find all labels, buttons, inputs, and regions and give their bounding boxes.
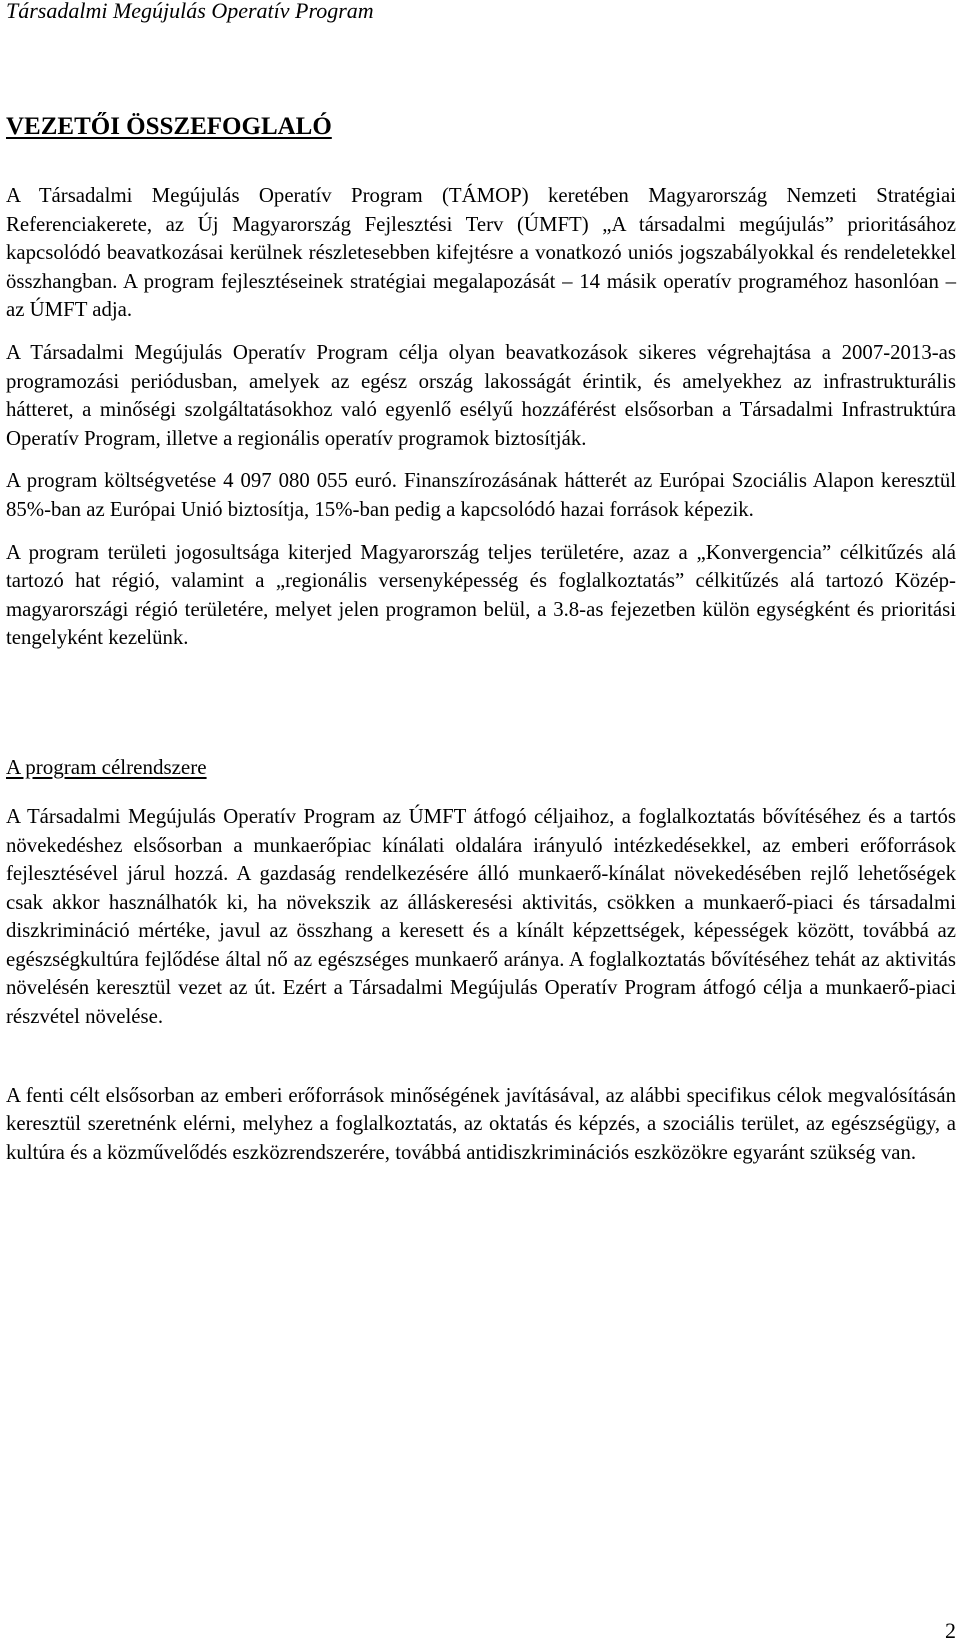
running-header: Társadalmi Megújulás Operatív Program	[6, 0, 374, 23]
summary-paragraph-2: A Társadalmi Megújulás Operatív Program célja olyan beavatkozások sikeres végrehajtása a 2007-2013-as programozási periódusban, amelyek az egész ország lakosságát érintik, és amelyekhez az infrastrukturális hátteret, a minőségi szolgáltatásokhoz való egyenlő esélyű hozzáférést elsősorban a Társadalmi Infrastruktúra Operatív Program, illetve a regionális operatív programok biztosítják.	[6, 340, 956, 450]
summary-paragraph-1: A Társadalmi Megújulás Operatív Program (TÁMOP) keretében Magyarország Nemzeti Stratégiai Referenciakerete, az Új Magyarország Fejlesztési Terv (ÚMFT) „A társadalmi megújulás” prioritásához kapcsolódó beavatkozásai kerülnek részletesebben kifejtésre a vonatkozó uniós jogszabályokkal és rendeletekkel összhangban. A program fejlesztéseinek stratégiai megalapozását – 14 másik operatív programéhoz hasonlóan – az ÚMFT adja.	[6, 184, 956, 322]
objectives-paragraph-2: A fenti célt elsősorban az emberi erőforrások minőségének javításával, az alábbi specifikus célok megvalósításán keresztül szeretnénk elérni, melyhez a foglalkoztatás, az oktatás és képzés, a szociális terület, az egészségügy, a kultúra és a közművelődés eszközrendszerére, továbbá antidiszkriminációs eszközökre egyaránt szükség van.	[6, 1083, 956, 1164]
executive-summary-heading: VEZETŐI ÖSSZEFOGLALÓ	[6, 113, 332, 140]
document-body	[6, 112, 956, 1167]
objectives-paragraph-1: A Társadalmi Megújulás Operatív Program az ÚMFT átfogó céljaihoz, a foglalkoztatás bővítéséhez és a tartós növekedéshez elsősorban a munkaerőpiac kínálati oldalára irányuló intézkedésekkel, az emberi erőforrások fejlesztésével járul hozzá. A gazdaság rendelkezésére álló munkaerő-kínálat növekedésében rejlő lehetőségek csak akkor használhatók ki, ha növekszik az álláskeresési aktivitás, csökken a munkaerő-piaci és társadalmi diszkrimináció mértéke, javul az összhang a keresett és a kínált képzettségek, képességek között, továbbá az egészségkultúra fejlődése által nő az egészséges munkaerő aránya. A foglalkoztatás bővítéséhez tehát az aktivitás növelésén keresztül vezet az út. Ezért a Társadalmi Megújulás Operatív Program átfogó célja a munkaerő-piaci részvétel növelése.	[6, 804, 956, 1029]
page-number: 2	[945, 1618, 956, 1643]
summary-paragraph-3: A program költségvetése 4 097 080 055 euró. Finanszírozásának hátterét az Európai Szociális Alapon keresztül 85%-ban az Európai Unió biztosítja, 15%-ban pedig a kapcsolódó hazai források képezik.	[6, 469, 956, 521]
objectives-heading: A program célrendszere	[6, 754, 207, 779]
summary-paragraph-4: A program területi jogosultsága kiterjed Magyarország teljes területére, azaz a „Konvergencia” célkitűzés alá tartozó hat régió, valamint a „regionális versenyképesség és foglalkoztatás” célkitűzés alá tartozó Közép-magyarországi régió területére, melyet jelen programon belül, a 3.8-as fejezetben külön egységként és prioritási tengelyként kezelünk.	[6, 540, 956, 650]
